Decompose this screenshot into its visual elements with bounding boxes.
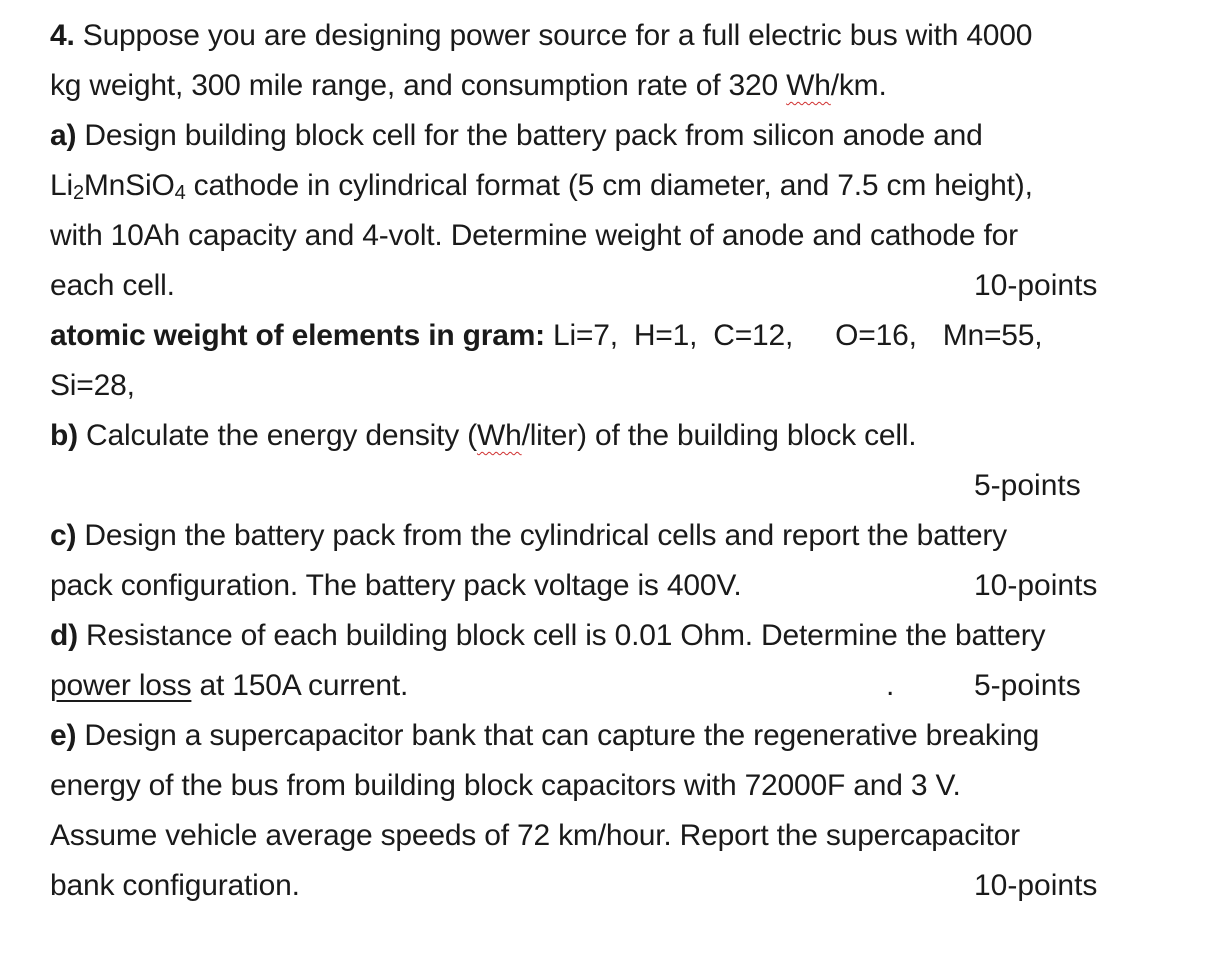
part-b-label: b)	[50, 419, 78, 452]
formula-li: Li	[50, 169, 73, 202]
formula-subscript-2: 2	[72, 182, 84, 204]
part-c-text-2: pack configuration. The battery pack voltage is 400V.	[50, 569, 742, 602]
part-e-text-3: Assume vehicle average speeds of 72 km/hour. Report the supercapacitor	[50, 819, 1020, 852]
part-a-text-1: Design building block cell for the battery pack from silicon anode and	[76, 119, 983, 152]
part-d-label: d)	[50, 619, 78, 652]
part-d-line-2	[50, 666, 408, 706]
part-b-text-1: Calculate the energy density (	[77, 419, 477, 452]
part-b-points: 5-points	[974, 469, 1081, 502]
part-d-text-1: Resistance of each building block cell is 0.01 Ohm. Determine the battery	[77, 619, 1046, 652]
question-intro-text-2-end: /km.	[830, 69, 887, 102]
part-e-line-4	[50, 866, 300, 906]
part-d-stray-dot: .	[886, 669, 895, 702]
part-d-line-1	[50, 616, 1045, 656]
part-a-text-2: cathode in cylindrical format (5 cm diameter, and 7.5 cm height),	[185, 169, 1033, 202]
part-a-line-2	[50, 166, 1033, 206]
part-a-label: a)	[50, 119, 77, 152]
atomic-c: C=12,	[713, 319, 794, 352]
part-a-text-3: with 10Ah capacity and 4-volt. Determine weight of anode and cathode for	[50, 219, 1018, 252]
part-a-points: 10-points	[974, 269, 1098, 302]
atomic-h: H=1,	[633, 319, 698, 352]
part-e-label: e)	[50, 719, 77, 752]
part-e-line-1	[50, 716, 1039, 756]
part-c-line-2	[50, 566, 742, 606]
part-e-line-2	[50, 766, 961, 806]
atomic-mn: Mn=55,	[942, 319, 1043, 352]
atomic-li: Li=7,	[552, 319, 618, 352]
part-e-line-3	[50, 816, 1020, 856]
part-c-label: c)	[50, 519, 77, 552]
part-d-text-2: at 150A current.	[191, 669, 409, 702]
atomic-o: O=16,	[835, 319, 917, 352]
atomic-weights-line	[50, 316, 1042, 356]
atomic-weights-label: atomic weight of elements in gram:	[50, 319, 545, 352]
part-a-line-4	[50, 266, 175, 306]
formula-subscript-4: 4	[174, 182, 186, 204]
question-intro-line-2	[50, 66, 887, 106]
part-d-underlined-text: power loss	[50, 669, 192, 702]
spellcheck-word-wh-2: Wh	[476, 419, 522, 452]
atomic-si: Si=28,	[50, 369, 135, 402]
part-c-text-1: Design the battery pack from the cylindrical cells and report the battery	[76, 519, 1007, 552]
part-b-line-1	[50, 416, 916, 456]
question-number: 4.	[50, 19, 75, 52]
part-c-points: 10-points	[974, 569, 1098, 602]
part-e-text-2: energy of the bus from building block capacitors with 72000F and 3 V.	[50, 769, 961, 802]
part-a-text-4: each cell.	[50, 269, 175, 302]
atomic-weights-line-2	[50, 366, 135, 406]
part-e-text-1: Design a supercapacitor bank that can capture the regenerative breaking	[76, 719, 1040, 752]
formula-mnsio: MnSiO	[83, 169, 175, 202]
part-b-text-1-end: /liter) of the building block cell.	[521, 419, 917, 452]
question-intro-text-2: kg weight, 300 mile range, and consumption rate of 320	[50, 69, 787, 102]
part-a-line-1	[50, 116, 983, 156]
part-e-text-4: bank configuration.	[50, 869, 300, 902]
part-d-points: 5-points	[974, 669, 1081, 702]
question-intro-line-1	[50, 16, 1032, 56]
part-e-points: 10-points	[974, 869, 1098, 902]
question-intro-text-1: Suppose you are designing power source for a full electric bus with 4000	[74, 19, 1033, 52]
part-a-line-3	[50, 216, 1018, 256]
spellcheck-word-wh: Wh	[786, 69, 831, 102]
part-c-line-1	[50, 516, 1007, 556]
